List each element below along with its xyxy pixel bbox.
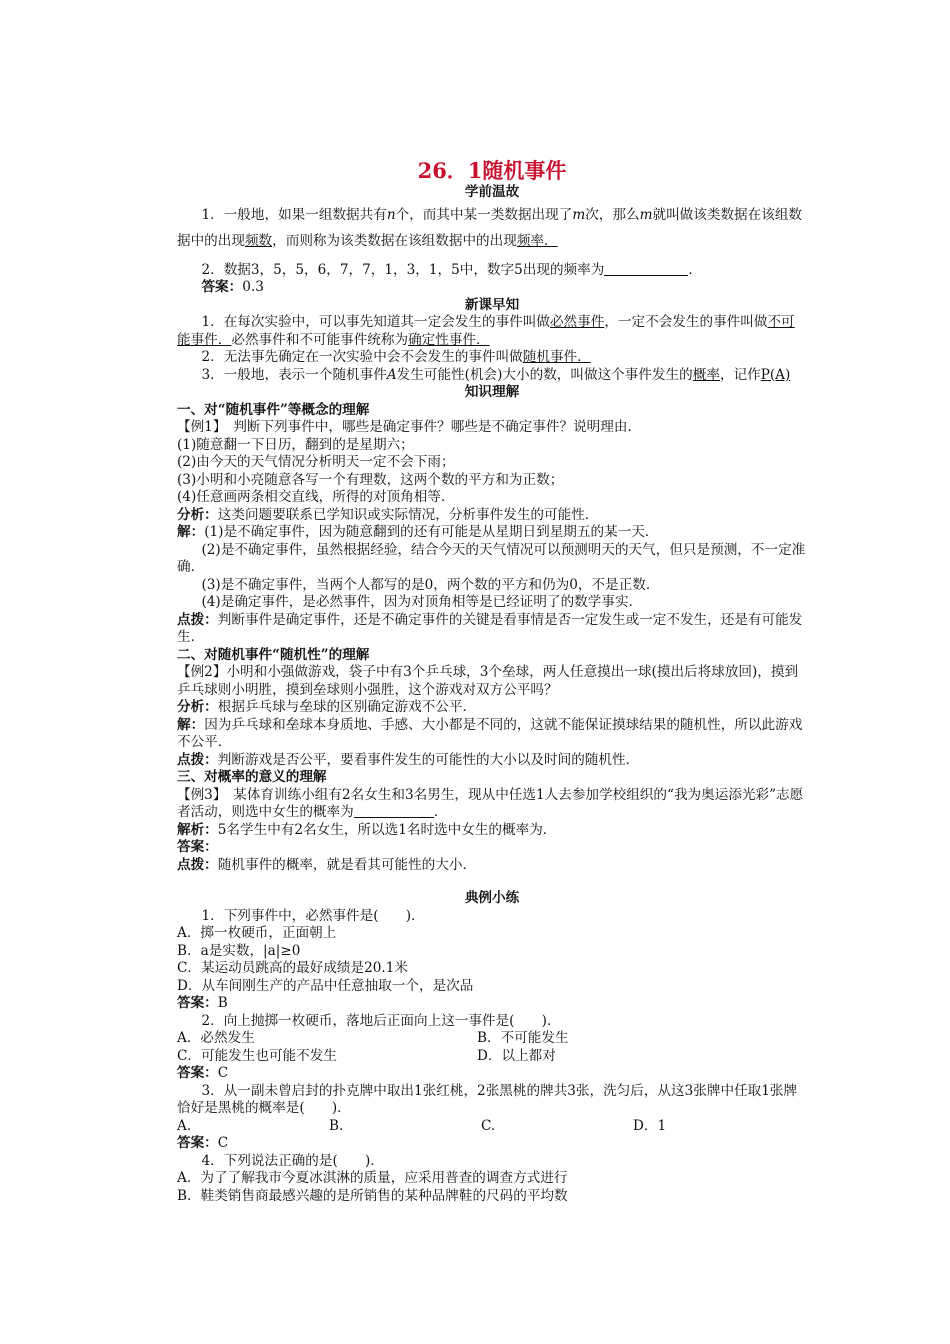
answer-3: 答案： xyxy=(177,839,218,855)
subheading-random-event-concept: 一、对“随机事件”等概念的理解 xyxy=(177,401,370,418)
example-1-item: (3)小明和小亮随意各写一个有理数，这两个数的平方和为正数； xyxy=(177,471,564,488)
section-heading-preview: 学前温故 xyxy=(464,184,520,200)
question-1: 1．下列事件中，必然事件是( )． xyxy=(201,907,425,924)
analysis-1: 分析：这类问题要联系已学知识或实际情况，分析事件发生的可能性． xyxy=(177,506,599,523)
question-4: 4．下列说法正确的是( )． xyxy=(201,1152,384,1169)
tip-1: 点拨：判断事件是确定事件，还是不确定事件的关键是看事情是否一定发生或一定不发生，还是有可能发生． xyxy=(177,611,803,645)
paragraph-certain-events: 1．在每次实验中，可以事先知道其一定会发生的事件叫做必然事件，一定不会发生的事件叫做不可能事件．必然事件和不可能事件统称为确定性事件． xyxy=(177,314,795,348)
example-2: 【例2】小明和小强做游戏，袋子中有3个乒乓球，3个垒球，两人任意摸出一球(摸出后将球放回)，摸到乒乓球则小明胜，摸到垒球则小强胜，这个游戏对双方公平吗？ xyxy=(177,664,799,698)
section-heading-practice: 典例小练 xyxy=(464,890,520,906)
solution-1-line: (3)是不确定事件，当两个人都写的是0，两个数的平方和仍为0，不是正数． xyxy=(201,576,660,593)
question-1-answer: 答案：B xyxy=(177,995,228,1011)
question-2-option: B．不可能发生 xyxy=(477,1030,569,1046)
question-3-option: B. xyxy=(329,1117,344,1134)
question-3-option: C. xyxy=(481,1117,496,1134)
question-2: 2．向上抛掷一枚硬币，落地后正面向上这一事件是( )． xyxy=(201,1012,561,1029)
question-3-option: D．1 xyxy=(633,1117,667,1134)
paragraph-frequency-question: 2．数据3，5，5，6，7，7，1，3，1，5中，数字5出现的频率为 ． xyxy=(201,261,702,278)
example-1: 【例1】 判断下列事件中，哪些是确定事件？哪些是不确定事件？说明理由． xyxy=(177,419,642,435)
solution-1-line: 解：(1)是不确定事件，因为随意翻到的还有可能是从星期日到星期五的某一天． xyxy=(177,524,659,540)
question-3-option: A. xyxy=(177,1117,192,1134)
tip-2: 点拨：判断游戏是否公平，要看事件发生的可能性的大小以及时间的随机性． xyxy=(177,751,640,768)
answer-blank xyxy=(604,262,688,276)
question-4-option: B．鞋类销售商最感兴趣的是所销售的某种品牌鞋的尺码的平均数 xyxy=(177,1187,568,1204)
question-1-option: D．从车间刚生产的产品中任意抽取一个，是次品 xyxy=(177,977,474,994)
solution-1-line: (4)是确定事件，是必然事件，因为对顶角相等是已经证明了的数学事实． xyxy=(201,594,643,610)
question-2-option: C．可能发生也可能不发生 xyxy=(177,1047,337,1064)
question-1-option: C．某运动员跳高的最好成绩是20.1米 xyxy=(177,960,408,976)
example-1-item: (1)随意翻一下日历，翻到的是星期六； xyxy=(177,436,414,453)
answer-blank xyxy=(354,804,434,818)
paragraph-probability: 3．一般地，表示一个随机事件A发生可能性(机会)大小的数，叫做这个事件发生的概率，记作P(A) xyxy=(201,366,791,383)
solution-2: 解：因为乒乓球和垒球本身质地、手感、大小都是不同的，这就不能保证摸球结果的随机性，所以此游戏不公平． xyxy=(177,716,803,750)
example-1-item: (2)由今天的天气情况分析明天一定不会下雨； xyxy=(177,454,455,470)
example-1-item: (4)任意画两条相交直线，所得的对顶角相等． xyxy=(177,489,455,505)
tip-3: 点拨：随机事件的概率，就是看其可能性的大小． xyxy=(177,856,477,873)
paragraph-frequency-definition: 1．一般地，如果一组数据共有n个，而其中某一类数据出现了m次，那么m就叫做该类数据在该组数据中的出现频数，而则称为该类数据在该组数据中的出现频率． xyxy=(177,206,803,249)
question-1-option: B．a是实数，|a|≥0 xyxy=(177,942,301,959)
question-3-answer: 答案：C xyxy=(177,1135,229,1151)
subheading-randomness: 二、对随机事件“随机性”的理解 xyxy=(177,646,370,663)
question-3: 3．从一副未曾启封的扑克牌中取出1张红桃，2张黑桃的牌共3张，洗匀后，从这3张牌中任取1张牌恰好是黑桃的概率是( )． xyxy=(177,1082,798,1116)
question-2-options-row xyxy=(177,1048,807,1066)
question-4-option: A．为了了解我市今夏冰淇淋的质量，应采用普查的调查方式进行 xyxy=(177,1170,568,1186)
question-2-option: D．以上都对 xyxy=(477,1047,556,1064)
page-title: 26．1随机事件 xyxy=(417,158,567,183)
section-heading-understanding: 知识理解 xyxy=(464,384,520,400)
explanation-3: 解析：5名学生中有2名女生，所以选1名时选中女生的概率为． xyxy=(177,821,557,838)
subheading-probability-meaning: 三、对概率的意义的理解 xyxy=(177,769,327,785)
answer-line: 答案：0.3 xyxy=(201,279,264,295)
analysis-2: 分析：根据乒乓球与垒球的区别确定游戏不公平． xyxy=(177,699,477,715)
solution-1-line: (2)是不确定事件，虽然根据经验，结合今天的天气情况可以预测明天的天气，但只是预测，不一定准确． xyxy=(177,541,806,575)
question-2-option: A．必然发生 xyxy=(177,1030,255,1046)
section-heading-new-lesson: 新课早知 xyxy=(464,296,520,313)
question-1-option: A．掷一枚硬币，正面朝上 xyxy=(177,925,337,941)
example-3: 【例3】 某体育训练小组有2名女生和3名男生，现从中任选1人去参加学校组织的“我为奥运添光彩”志愿者活动，则选中女生的概率为 ． xyxy=(177,786,804,820)
question-2-answer: 答案：C xyxy=(177,1065,229,1081)
question-2-options-row xyxy=(177,1030,807,1048)
paragraph-random-events: 2．无法事先确定在一次实验中会不会发生的事件叫做随机事件． xyxy=(201,349,591,365)
document-page xyxy=(177,158,807,1205)
question-3-options-row xyxy=(177,1118,807,1136)
